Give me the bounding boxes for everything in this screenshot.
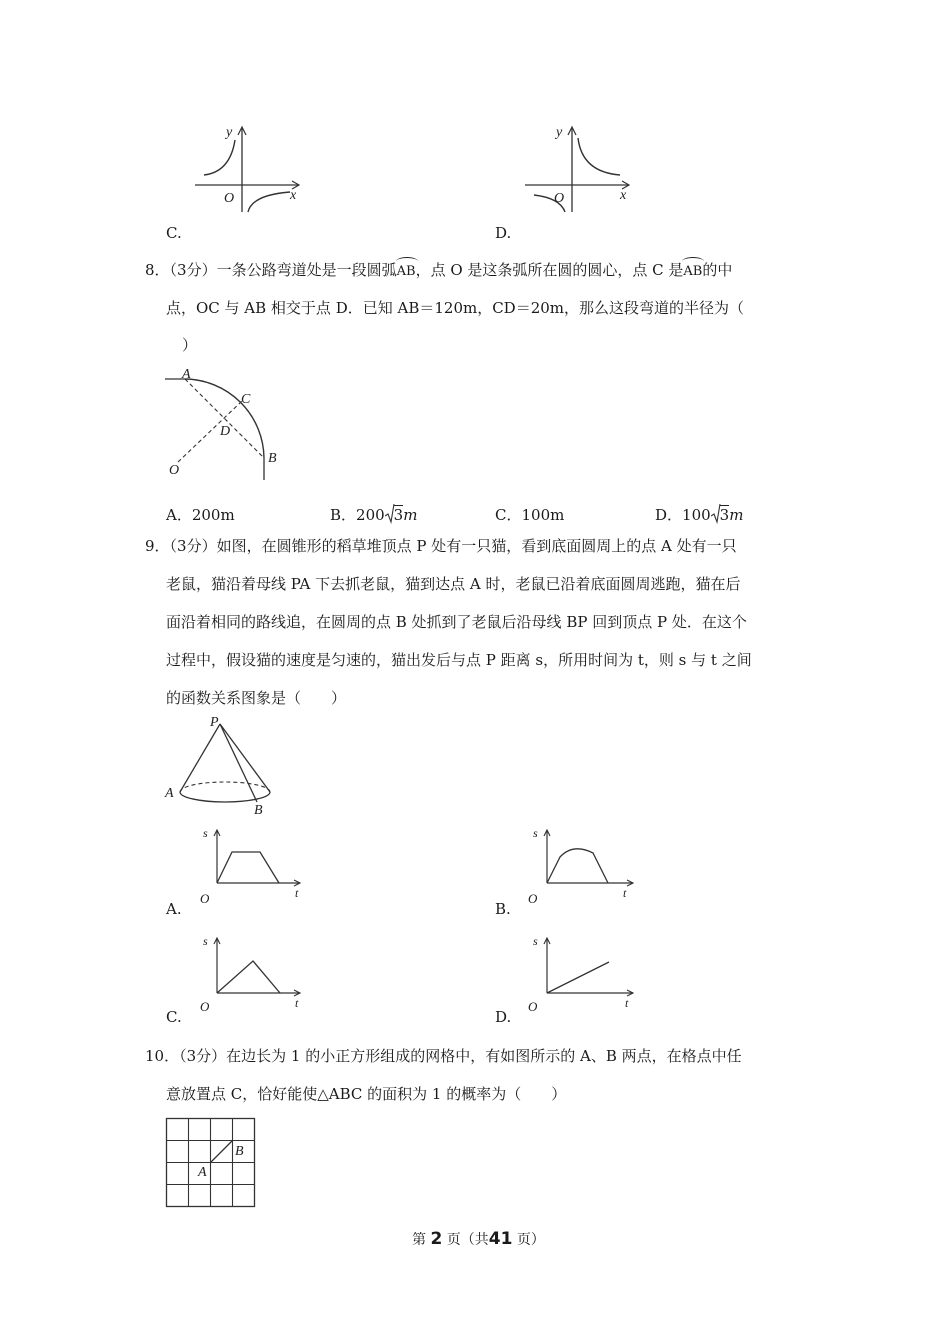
svg-text:O: O: [169, 463, 180, 478]
sqrt: 3: [711, 506, 730, 524]
q9-graph-c: [195, 933, 310, 1015]
q8-arc-figure: [160, 366, 290, 481]
svg-text:t: t: [625, 996, 629, 1010]
q10-line2: 意放置点 C，恰好能使△ABC 的面积为 1 的概率为（ ）: [166, 1085, 567, 1103]
q7-graph-d: [520, 120, 640, 215]
q8-option-c[interactable]: C．100m: [495, 506, 565, 524]
svg-text:C: C: [241, 392, 251, 407]
svg-text:t: t: [295, 996, 299, 1010]
q9-line3: 面沿着相同的路线追，在圆周的点 B 处抓到了老鼠后沿母线 BP 回到顶点 P 处．在这个: [166, 613, 747, 631]
svg-text:P: P: [210, 715, 219, 730]
svg-text:y: y: [556, 125, 563, 140]
svg-text:B: B: [254, 803, 263, 817]
question-number: 8．: [145, 261, 170, 279]
svg-text:O: O: [554, 191, 565, 206]
q9-cone-figure: [160, 712, 280, 817]
graph-line: [547, 962, 609, 993]
svg-text:t: t: [295, 886, 299, 900]
q9-option-c[interactable]: C.: [166, 1008, 182, 1026]
q9-option-a[interactable]: A.: [166, 900, 182, 918]
q9-option-b[interactable]: B.: [495, 900, 511, 918]
segment-oc: [178, 401, 242, 462]
q8-option-b[interactable]: B．200 3m: [330, 506, 418, 524]
sqrt: 3: [385, 506, 404, 524]
svg-text:s: s: [203, 826, 208, 840]
segment-ab: [211, 1141, 233, 1163]
page-number: 2: [430, 1229, 443, 1249]
q8-option-a[interactable]: A．200m: [166, 506, 235, 524]
page-footer: 第 2 页（共41 页）: [412, 1229, 545, 1249]
svg-text:B: B: [268, 451, 277, 466]
score: （3分）: [169, 261, 217, 279]
graph-line: [547, 849, 608, 883]
q9-line1: 9．（3分）如图，在圆锥形的稻草堆顶点 P 处有一只猫，看到底面圆周上的点 A 处有一只: [145, 537, 737, 555]
graph-line: [217, 852, 279, 883]
q8-line3: ）: [182, 336, 198, 354]
q9-line4: 过程中，假设猫的速度是匀速的，猫出发后与点 P 距离 s，所用时间为 t，则 s 与 t 之间: [166, 651, 752, 669]
hyperbola-branch: [204, 140, 235, 175]
svg-text:A: A: [165, 786, 174, 801]
q7-option-c[interactable]: C.: [166, 224, 182, 242]
svg-text:O: O: [200, 999, 210, 1014]
q10-grid-figure: [165, 1117, 260, 1212]
svg-text:s: s: [203, 934, 208, 948]
svg-text:O: O: [200, 891, 210, 906]
arc-ab: AB: [683, 253, 702, 291]
total-pages: 41: [488, 1229, 513, 1249]
svg-text:A: A: [198, 1165, 207, 1180]
svg-text:O: O: [224, 191, 235, 206]
svg-text:B: B: [235, 1144, 244, 1159]
q8-line2: 点，OC 与 AB 相交于点 D．已知 AB＝120m，CD＝20m，那么这段弯道的半径为（: [166, 299, 745, 317]
svg-text:x: x: [290, 188, 297, 203]
svg-text:O: O: [528, 999, 538, 1014]
svg-text:x: x: [620, 188, 627, 203]
q9-graph-b: [525, 825, 640, 907]
svg-text:s: s: [533, 934, 538, 948]
svg-text:D: D: [220, 424, 231, 439]
chord-ab: [185, 379, 264, 458]
q10-line1: 10．（3分）在边长为 1 的小正方形组成的网格中，有如图所示的 A、B 两点，在格点中任: [145, 1047, 742, 1065]
q8-line1: 8．（3分）一条公路弯道处是一段圆弧 AB，点 O 是这条弧所在圆的圆心，点 C 是 AB的中: [145, 251, 732, 291]
q7-graph-c: [190, 120, 310, 215]
svg-text:t: t: [623, 886, 627, 900]
svg-text:s: s: [533, 826, 538, 840]
graph-line: [217, 961, 280, 993]
svg-text:y: y: [226, 125, 233, 140]
q9-option-d[interactable]: D.: [495, 1008, 512, 1026]
q8-option-d[interactable]: D．100 3m: [655, 506, 744, 524]
q9-graph-d: [525, 933, 640, 1015]
q9-line5: 的函数关系图象是（ ）: [166, 689, 347, 707]
arc-ab: AB: [397, 253, 416, 291]
hyperbola-branch: [248, 192, 290, 212]
svg-text:O: O: [528, 891, 538, 906]
q9-line2: 老鼠，猫沿着母线 PA 下去抓老鼠，猫到达点 A 时，老鼠已沿着底面圆周逃跑，猫在后: [166, 575, 741, 593]
q9-graph-a: [195, 825, 310, 907]
svg-text:A: A: [182, 367, 191, 382]
q7-option-d[interactable]: D.: [495, 224, 512, 242]
